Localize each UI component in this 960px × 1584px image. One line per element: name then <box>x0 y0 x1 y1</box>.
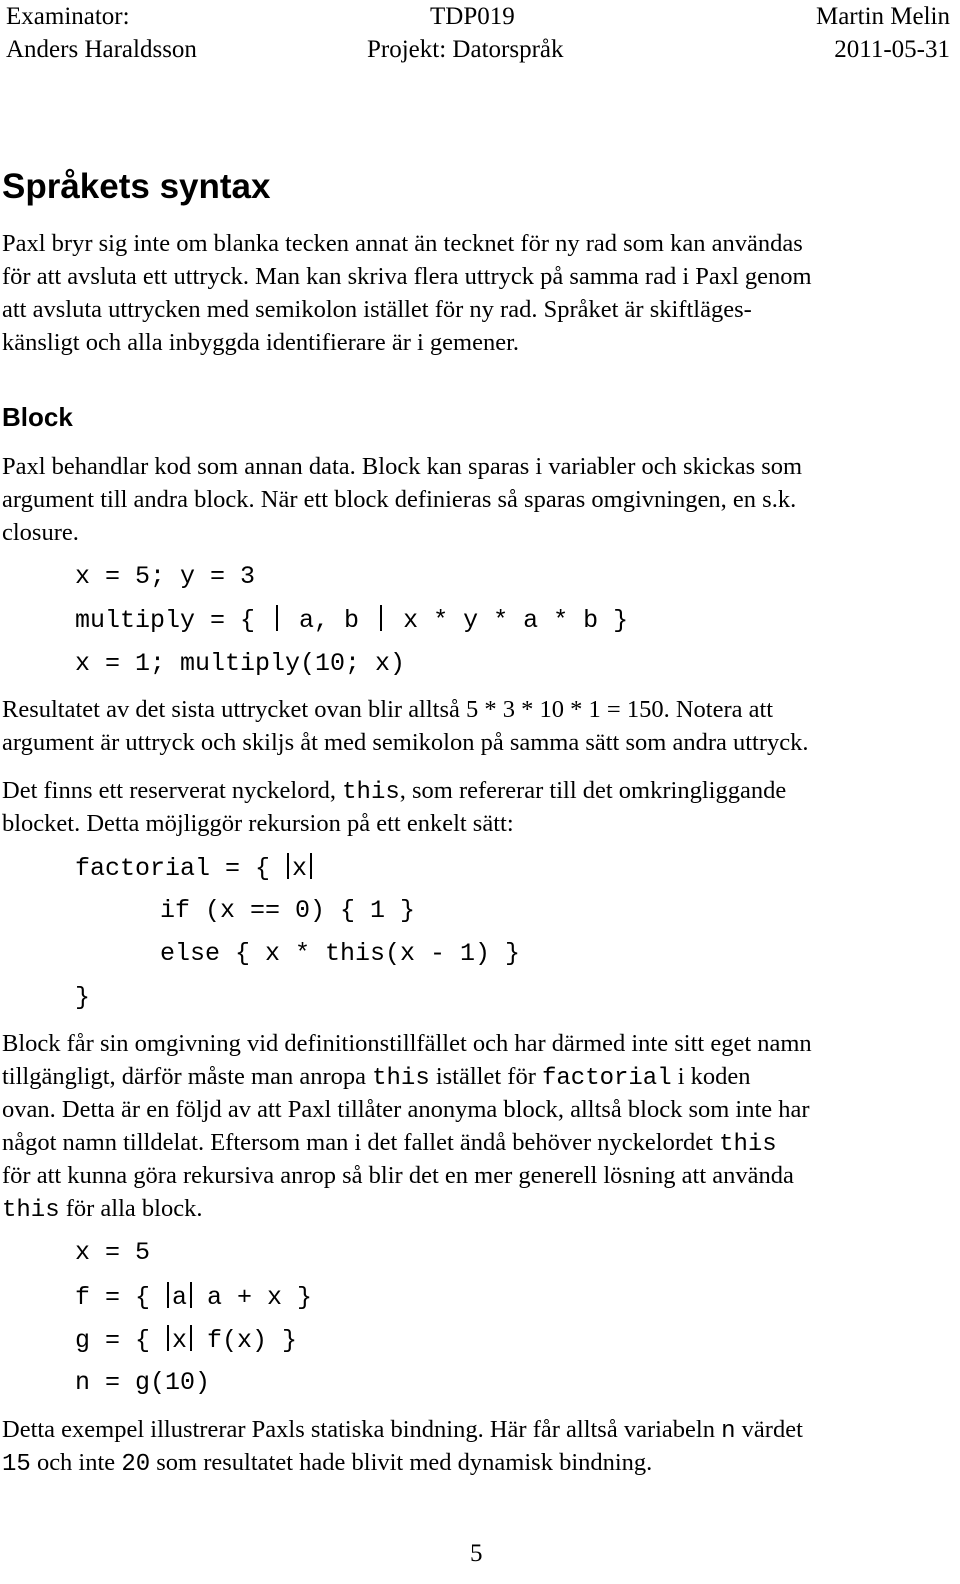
code-line: else { x * this(x - 1) } <box>160 939 521 968</box>
code-line <box>75 1282 312 1313</box>
pipe-delimiter <box>380 605 382 631</box>
text: Det finns ett reserverat nyckelord, <box>2 777 343 804</box>
block-paragraph <box>2 450 958 549</box>
code-line <box>75 853 318 884</box>
intro-line: Paxl bryr sig inte om blanka tecken annat än tecknet för ny rad som kan användas <box>2 230 803 257</box>
project-title: Projekt: Datorspråk <box>367 36 564 63</box>
paragraph-line <box>2 1446 958 1479</box>
intro-line: att avsluta uttrycken med semikolon istället för ny rad. Språket är skiftläges- <box>2 296 752 323</box>
text: och inte <box>30 1449 122 1476</box>
page-number: 5 <box>470 1540 483 1567</box>
paragraph-line <box>2 1413 958 1446</box>
code-line: x = 5 <box>75 1238 151 1267</box>
inline-code: factorial <box>541 1065 672 1092</box>
code-text: a, b <box>284 606 375 635</box>
code-line: } <box>75 983 91 1012</box>
inline-code: this <box>2 1197 60 1224</box>
result-line: Resultatet av det sista uttrycket ovan blir alltså 5 * 3 * 10 * 1 = 150. Notera att <box>2 696 774 723</box>
author-name: Martin Melin <box>815 3 950 30</box>
block-line: argument till andra block. När ett block definieras så sparas omgivningen, en s.k. <box>2 486 797 513</box>
code-text: factorial = { <box>75 854 286 883</box>
paragraph-line <box>2 1126 958 1159</box>
text: värdet <box>735 1416 803 1443</box>
paragraph-line: för att kunna göra rekursiva anrop så blir det en mer generell lösning att använda <box>2 1162 794 1189</box>
inline-code: this <box>342 779 400 806</box>
document-date: 2011-05-31 <box>834 36 950 63</box>
text: för alla block. <box>59 1195 203 1222</box>
paragraph-line: ovan. Detta är en följd av att Paxl tillåter anonyma block, alltså block som inte har <box>2 1096 810 1123</box>
pipe-delimiter <box>287 853 289 879</box>
code-line <box>75 1325 297 1356</box>
paragraph-line: blocket. Detta möjliggör rekursion på ett enkelt sätt: <box>2 810 514 837</box>
text: tillgängligt, därför måste man anropa <box>2 1063 373 1090</box>
text: istället för <box>429 1063 542 1090</box>
subsection-title: Block <box>2 402 73 432</box>
section-title: Språkets syntax <box>2 167 271 206</box>
code-text: x <box>172 1326 188 1355</box>
text: Detta exempel illustrerar Paxls statiska bindning. Här får alltså variabeln <box>2 1416 722 1443</box>
result-line: argument är uttryck och skiljs åt med semikolon på samma sätt som andra uttryck. <box>2 729 809 756</box>
code-text: f(x) } <box>192 1326 298 1355</box>
text: som resultatet hade blivit med dynamisk bindning. <box>150 1449 653 1476</box>
examiner-label: Examinator: <box>6 3 130 30</box>
code-text: f = { <box>75 1283 166 1312</box>
code-text: g = { <box>75 1326 166 1355</box>
inline-code: n <box>721 1418 736 1445</box>
paragraph-line: Block får sin omgivning vid definitionstillfället och har därmed inte sitt eget namn <box>2 1030 812 1057</box>
code-text: a <box>172 1283 188 1312</box>
result-paragraph <box>2 693 958 759</box>
paragraph-line <box>2 774 958 807</box>
pipe-delimiter <box>276 605 278 631</box>
text: något namn tilldelat. Eftersom man i det fallet ändå behöver nyckelordet <box>2 1129 720 1156</box>
text: i koden <box>671 1063 751 1090</box>
intro-paragraph <box>2 227 958 359</box>
code-line <box>75 605 628 636</box>
inline-code: this <box>719 1131 777 1158</box>
pipe-delimiter <box>310 853 312 879</box>
block-line: closure. <box>2 519 79 546</box>
code-text: x <box>292 854 308 883</box>
intro-line: för att avsluta ett uttryck. Man kan skriva flera uttryck på samma rad i Paxl genom <box>2 263 812 290</box>
inline-code: this <box>372 1065 430 1092</box>
inline-code: 15 <box>2 1451 31 1478</box>
code-text: a + x } <box>192 1283 313 1312</box>
code-line: x = 1; multiply(10; x) <box>75 649 406 678</box>
examiner-name: Anders Haraldsson <box>6 36 197 63</box>
pipe-delimiter <box>167 1282 169 1308</box>
paragraph-line <box>2 1060 958 1093</box>
this-keyword-paragraph <box>2 774 958 840</box>
static-binding-paragraph <box>2 1413 958 1479</box>
code-line: n = g(10) <box>75 1368 211 1397</box>
code-line: if (x == 0) { 1 } <box>160 896 416 925</box>
block-line: Paxl behandlar kod som annan data. Block kan sparas i variabler och skickas som <box>2 453 803 480</box>
code-line: x = 5; y = 3 <box>75 562 256 591</box>
pipe-delimiter <box>167 1325 169 1351</box>
inline-code: 20 <box>121 1451 151 1478</box>
code-text: multiply = { <box>75 606 271 635</box>
text: , som refererar till det omkringliggande <box>399 777 787 804</box>
intro-line: känsligt och alla inbyggda identifierare är i gemener. <box>2 329 520 356</box>
environment-paragraph <box>2 1027 958 1225</box>
code-text: x * y * a * b } <box>388 606 629 635</box>
paragraph-line <box>2 1192 958 1225</box>
course-code: TDP019 <box>430 3 515 30</box>
